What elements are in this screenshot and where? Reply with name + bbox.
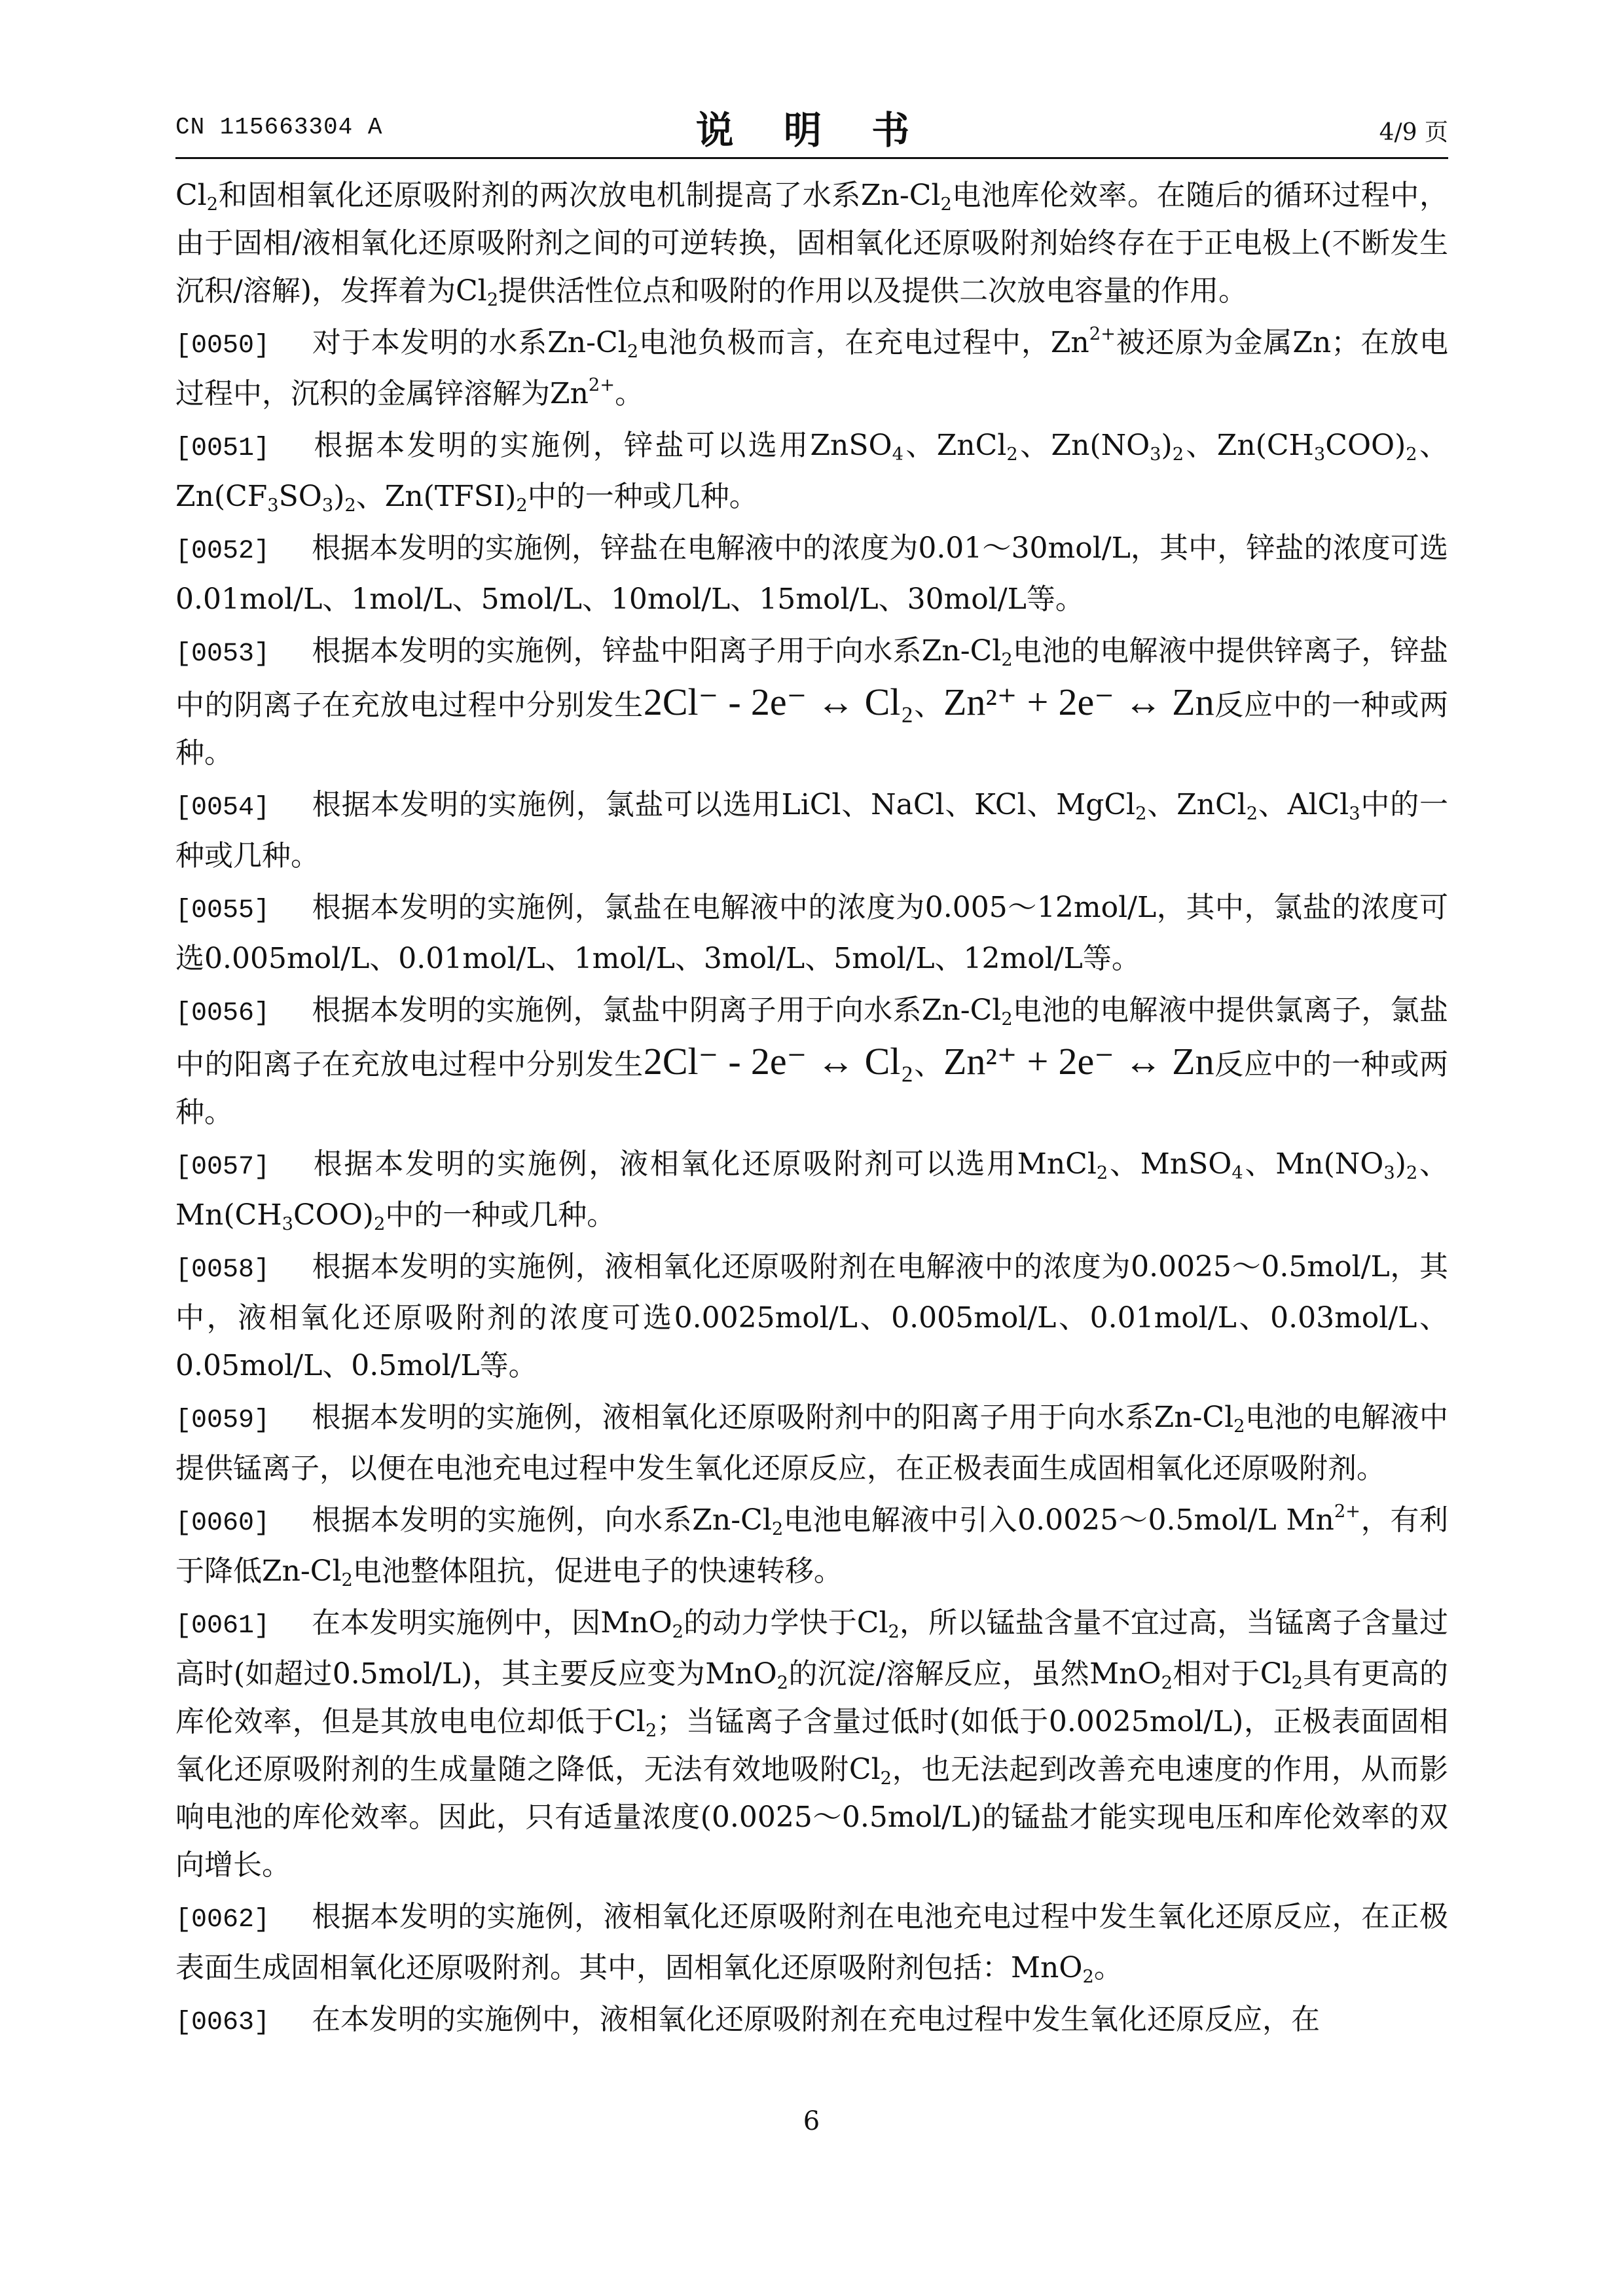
paragraph-number: [0063] xyxy=(175,2008,270,2037)
document-body xyxy=(175,171,1448,2051)
paragraph-0051: [0051] 根据本发明的实施例，锌盐可以选用ZnSO$_4$、ZnCl$_2$、$Zn(NO_3)_2$、$Zn(CH_3COO)_2$、$Zn(CF_3SO_3)_2$、$Zn(TFSI)_2$中的一种或几种。 xyxy=(175,422,1448,520)
paragraph-number: [0051] xyxy=(175,434,270,463)
equation-chlorine: 2Cl⁻ - 2e⁻ ↔ Cl₂ xyxy=(643,681,914,723)
page-header xyxy=(175,99,1448,158)
paragraph-number: [0054] xyxy=(175,793,270,823)
paragraph-0058: [0058] 根据本发明的实施例，液相氧化还原吸附剂在电解液中的浓度为0.0025～0.5mol/L，其中，液相氧化还原吸附剂的浓度可选0.0025mol/L、0.005mol/L、0.01mol/L、0.03mol/L、0.05mol/L、0.5mol/L等。 xyxy=(175,1243,1448,1390)
paragraph-0054: [0054] 根据本发明的实施例，氯盐可以选用LiCl、NaCl、KCl、MgCl$_2$、ZnCl$_2$、AlCl$_3$中的一种或几种。 xyxy=(175,781,1448,880)
paragraph-number: [0061] xyxy=(175,1611,270,1641)
document-number: CN 115663304 A xyxy=(175,114,383,141)
paragraph-0057: [0057] 根据本发明的实施例，液相氧化还原吸附剂可以选用MnCl$_2$、MnSO$_4$、$Mn(NO_3)_2$、$Mn(CH_3COO)_2$中的一种或几种。 xyxy=(175,1140,1448,1239)
paragraph-number: [0059] xyxy=(175,1406,270,1435)
paragraph-0050: [0050] 对于本发明的水系$Zn-Cl_2$电池负极而言，在充电过程中，$Zn^{2+}$被还原为金属Zn；在放电过程中，沉积的金属锌溶解为$Zn^{2+}$。 xyxy=(175,319,1448,418)
page-number: 6 xyxy=(803,2106,820,2136)
paragraph-number: [0052] xyxy=(175,537,270,566)
paragraph-number: [0050] xyxy=(175,331,270,361)
paragraph-number: [0053] xyxy=(175,639,270,669)
paragraph-0053: [0053] 根据本发明的实施例，锌盐中阳离子用于向水系$Zn-Cl_2$电池的电解液中提供锌离子，锌盐中的阴离子在充放电过程中分别发生2Cl⁻ - 2e⁻ ↔ Cl₂、Zn²⁺ + 2e⁻ ↔ Zn反应中的一种或两种。 xyxy=(175,627,1448,777)
paragraph-number: [0056] xyxy=(175,999,270,1028)
equation-zinc: Zn²⁺ + 2e⁻ ↔ Zn xyxy=(943,1040,1214,1083)
equation-chlorine: 2Cl⁻ - 2e⁻ ↔ Cl₂ xyxy=(643,1040,914,1083)
document-title: 说 明 书 xyxy=(695,108,928,152)
paragraph-0059: [0059] 根据本发明的实施例，液相氧化还原吸附剂中的阳离子用于向水系$Zn-Cl_2$电池的电解液中提供锰离子，以便在电池充电过程中发生氧化还原反应，在正极表面生成固相氧化还原吸附剂。 xyxy=(175,1393,1448,1492)
paragraph-0052: [0052] 根据本发明的实施例，锌盐在电解液中的浓度为0.01～30mol/L，其中，锌盐的浓度可选0.01mol/L、1mol/L、5mol/L、10mol/L、15mol/L、30mol/L等。 xyxy=(175,524,1448,623)
paragraph-number: [0057] xyxy=(175,1153,270,1182)
header-rule xyxy=(175,157,1448,159)
paragraph-0063: [0063] 在本发明的实施例中，液相氧化还原吸附剂在充电过程中发生氧化还原反应，在 xyxy=(175,1996,1448,2047)
paragraph-0061: [0061] 在本发明实施例中，因MnO$_2$的动力学快于$Cl_2$，所以锰盐含量不宜过高，当锰离子含量过高时(如超过0.5mol/L)，其主要反应变为MnO$_2$的沉淀/溶解反应，虽然MnO$_2$相对于$Cl_2$具有更高的库伦效率，但是其放电电位却低于$Cl_2$；当锰离子含量过低时(如低于0.0025mol/L)，正极表面固相氧化还原吸附剂的生成量随之降低，无法有效地吸附$Cl_2$，也无法起到改善充电速度的作用，从而影响电池的库伦效率。因此，只有适量浓度(0.0025～0.5mol/L)的锰盐才能实现电压和库伦效率的双向增长。 xyxy=(175,1599,1448,1889)
paragraph-continued: $Cl_2$和固相氧化还原吸附剂的两次放电机制提高了水系$Zn-Cl_2$电池库伦效率。在随后的循环过程中，由于固相/液相氧化还原吸附剂之间的可逆转换，固相氧化还原吸附剂始终存在于正电极上(不断发生沉积/溶解)，发挥着为$Cl_2$提供活性位点和吸附的作用以及提供二次放电容量的作用。 xyxy=(175,179,1449,311)
paragraph-0055: [0055] 根据本发明的实施例，氯盐在电解液中的浓度为0.005～12mol/L，其中，氯盐的浓度可选0.005mol/L、0.01mol/L、1mol/L、3mol/L、5mol/L、12mol/L等。 xyxy=(175,884,1448,982)
paragraph-number: [0060] xyxy=(175,1509,270,1538)
paragraph-0056: [0056] 根据本发明的实施例，氯盐中阴离子用于向水系$Zn-Cl_2$电池的电解液中提供氯离子，氯盐中的阳离子在充放电过程中分别发生2Cl⁻ - 2e⁻ ↔ Cl₂、Zn²⁺ + 2e⁻ ↔ Zn反应中的一种或两种。 xyxy=(175,986,1448,1136)
paragraph-number: [0062] xyxy=(175,1905,270,1935)
paragraph-0060: [0060] 根据本发明的实施例，向水系$Zn-Cl_2$电池电解液中引入0.0025～0.5mol/L $Mn^{2+}$，有利于降低$Zn-Cl_2$电池整体阻抗，促进电子的快速转移。 xyxy=(175,1496,1448,1595)
paragraph-0062: [0062] 根据本发明的实施例，液相氧化还原吸附剂在电池充电过程中发生氧化还原反应，在正极表面生成固相氧化还原吸附剂。其中，固相氧化还原吸附剂包括：MnO$_2$。 xyxy=(175,1893,1448,1992)
page-counter: 4/9 页 xyxy=(1379,119,1448,146)
paragraph-number: [0058] xyxy=(175,1255,270,1285)
paragraph-number: [0055] xyxy=(175,896,270,925)
equation-zinc: Zn²⁺ + 2e⁻ ↔ Zn xyxy=(943,681,1214,723)
